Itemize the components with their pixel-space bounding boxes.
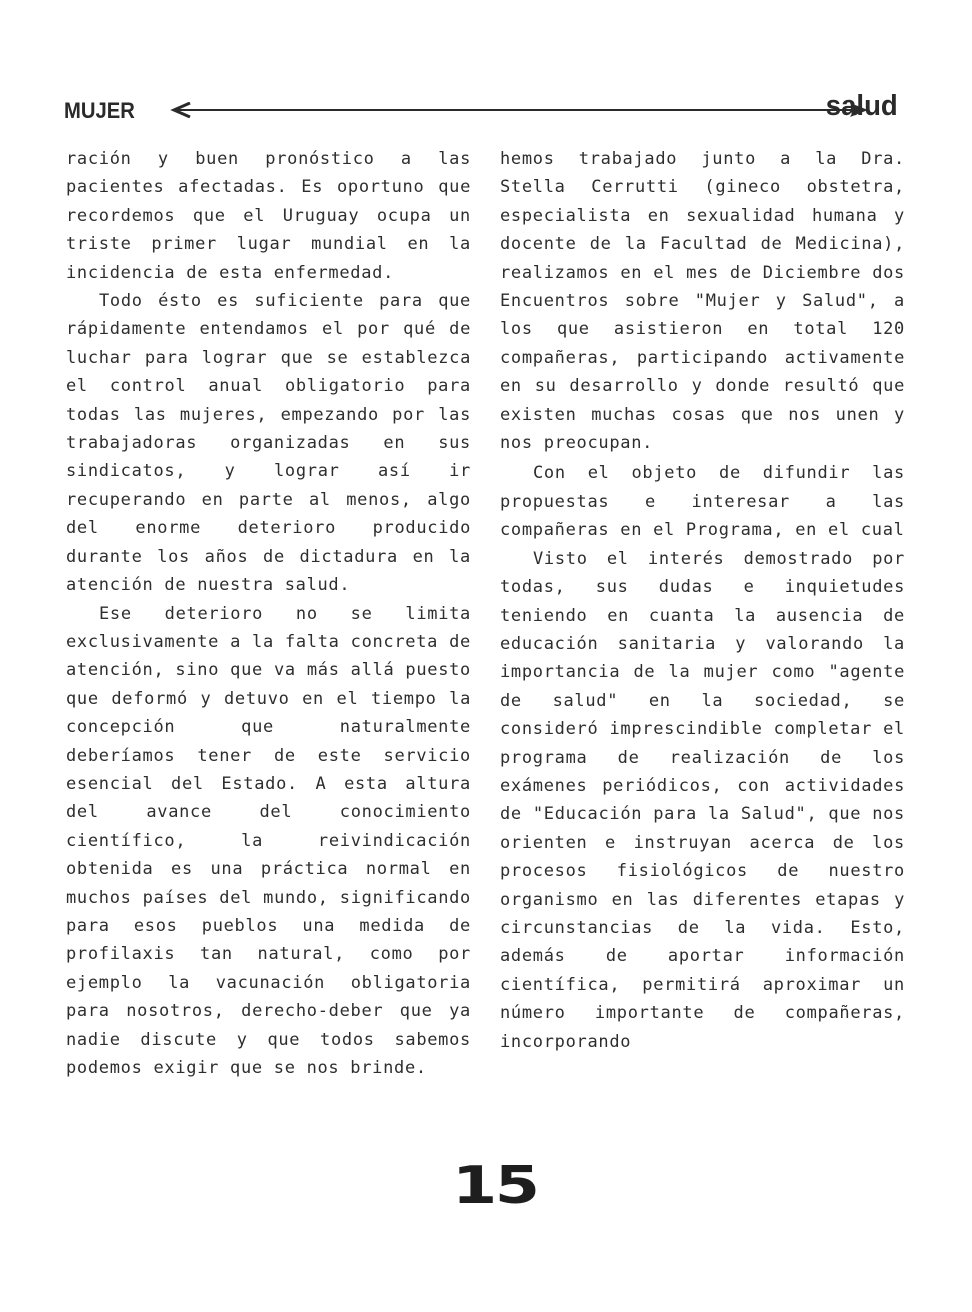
header-label-mujer: MUJER — [64, 98, 135, 123]
page-header — [64, 90, 898, 130]
left-paragraph-3: Ese deterioro no se limita exclusivamente a la falta concreta de atención, sino que va más allá puesto que deformó y detuvo en el tiempo la concepción que naturalmente deberíamos tener de este servicio esencial del Estado. A esta altura del avance del conocimiento científico, la reivindicación obtenida es una práctica normal en muchos países del mundo, significando para esos pueblos una medida de profilaxis tan natural, como por ejemplo la vacunación obligatoria para nosotros, derecho-deber que ya nadie discute y que todos sabemos podemos exigir que se nos brinde. — [66, 603, 471, 1078]
right-paragraph-3: Visto el interés demostrado por todas, sus dudas e inquietudes teniendo en cuanta la ausencia de educación sanitaria y valorando la importancia de la mujer como "agente de salud" en la sociedad, se consideró imprescindible completar el programa de realización de los exámenes periódicos, con actividades de "Educación para la Salud", que nos orienten e instruyan acerca de los procesos fisiológicos de nuestro organismo en las diferentes etapas y circunstancias de la vida. Esto, además de aportar información científica, permitirá aproximar un número importante de compañeras, incorporando — [500, 548, 905, 1052]
left-paragraph-2: Todo ésto es suficiente para que rápidamente entendamos el por qué de luchar para lograr que se establezca el control anual obligatorio para todas las mujeres, empezando por las trabajadoras organizadas en sus sindicatos, y lograr así ir recuperando en parte al menos, algo del enorme deterioro producido durante los años de dictadura en la atención de nuestra salud. — [66, 291, 471, 596]
header-label-salud: salud — [826, 90, 898, 122]
left-column — [66, 145, 471, 1082]
left-paragraph-1: ración y buen pronóstico a las pacientes afectadas. Es oportuno que recordemos que el Uruguay ocupa un triste primer lugar mundial en la incidencia de esta enfermedad. — [66, 149, 471, 283]
double-arrow-icon — [170, 102, 870, 118]
right-paragraph-1: hemos trabajado junto a la Dra. Stella Cerrutti (gineco obstetra, especialista en sexualidad humana y docente de la Facultad de Medicina), realizamos en el mes de Diciembre dos Encuentros sobre "Mujer y Salud", a los que asistieron en total 120 compañeras, participando activamente en su desarrollo y donde resultó que existen muchas cosas que nos unen y nos preocupan. — [500, 149, 905, 454]
right-column — [500, 145, 905, 1056]
right-paragraph-2: Con el objeto de difundir las propuestas e interesar a las compañeras en el Programa, en el cual — [500, 463, 905, 541]
page-number: 15 — [452, 1156, 538, 1216]
